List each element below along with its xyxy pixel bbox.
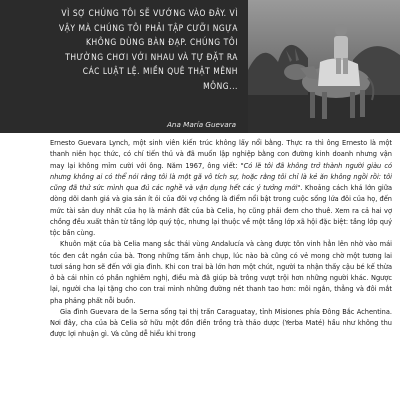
paragraph-1: Ernesto Guevara Lynch, một sinh viên kiến trúc không lấy nổi bằng. Thực ra thì ông Ernesto là một thanh niên học thức, có chí tiến thủ và đã muốn lập nghiệp bằng con đường kinh doanh nhưng vận may lại không mỉm cười với ông. Năm 1967, ông viết: "Có lẽ tôi đã không trở thành người giàu có nhưng không ai có thể nói rằng tôi là một gã vô tích sự, hoặc rằng tôi chỉ là kẻ ăn không ngồi rồi: tôi cũng đã thử sức mình qua đủ các nghề và vận dụng hết các ý tưởng mới". Khoảng cách khá lớn giữa dòng dõi danh giá và gia sản ít ỏi của đôi vợ chồng là điểm nổi bật trong cuộc sống lứa đôi của họ, đến mức tài sản duy nhất của họ là mảnh đất của bà Celia, họ cũng phải đem cho thuê. Xem ra cả hai vợ chồng đều xuất thân từ tầng lớp quý tộc, nhưng lại thuộc về một tầng lớp xã hội đặc biệt: tầng lớp quý tộc bần cùng. xyxy=(50,138,393,237)
paragraph-3: Gia đình Guevara de la Serna sống tại thị trấn Caraguatay, tỉnh Misiones phía Đông Bắc Achentina. Nơi đây, cha của bà Celia sở hữu một đồn điền trồng trà thảo dược (Yerba Maté) hầu như không thu được lợi nhuận gì. Và cũng dễ hiểu khi trong xyxy=(50,306,392,339)
inline-quote: "Có lẽ tôi đã không trở thành người giàu có nhưng không ai có thể nói rằng tôi là một gã vô tích sự, hoặc rằng tôi chỉ là kẻ ăn không ngồi rồi: tôi cũng đã thử sức mình qua đủ các nghề và vận dụng hết các ý tưởng mới" xyxy=(50,160,393,192)
epigraph-quote: VÌ SỢ CHÚNG TÔI SẼ VƯỚNG VÀO ĐÂY. VÌ VẬY MÀ CHÚNG TÔI PHẢI TẬP CƯỠI NGỰA KHÔNG DÙNG BÀN ĐẠP. CHÚNG TÔI THƯỜNG CHƠI VỚI NHAU VÀ TỰ ĐẶT RA CÁC LUẬT LỆ. MIỀN QUÊ THẬT MÊNH MÔNG... xyxy=(58,8,238,91)
paragraph-2: Khuôn mặt của bà Celia mang sắc thái vùng Andalucía và càng được tôn vinh hẳn lên nhờ vào mái tóc đen cắt ngắn của bà. Trong những tấm ảnh chụp, lúc nào bà cũng có vẻ mong chờ một tương lai tươi sáng hơn sẽ đến với gia đình. Khi con trai bà lớn hơn một chút, người ta nhận thấy cậu bé kế thừa ở bà cái nhìn có phần nghiêm nghị, điều mà đã giúp bà trông vượt trội hơn những người khác. Ngược lại, người cha lại tặng cho con trai mình những đường nét thanh tao hơn: môi ngắn, thẳng và đôi mắt pha phảng phất nỗi buồn. xyxy=(50,239,392,305)
body-text xyxy=(50,137,392,340)
quote-panel xyxy=(0,0,248,133)
donkey-photo xyxy=(248,0,400,133)
epigraph-author: Ana María Guevara xyxy=(167,120,236,129)
